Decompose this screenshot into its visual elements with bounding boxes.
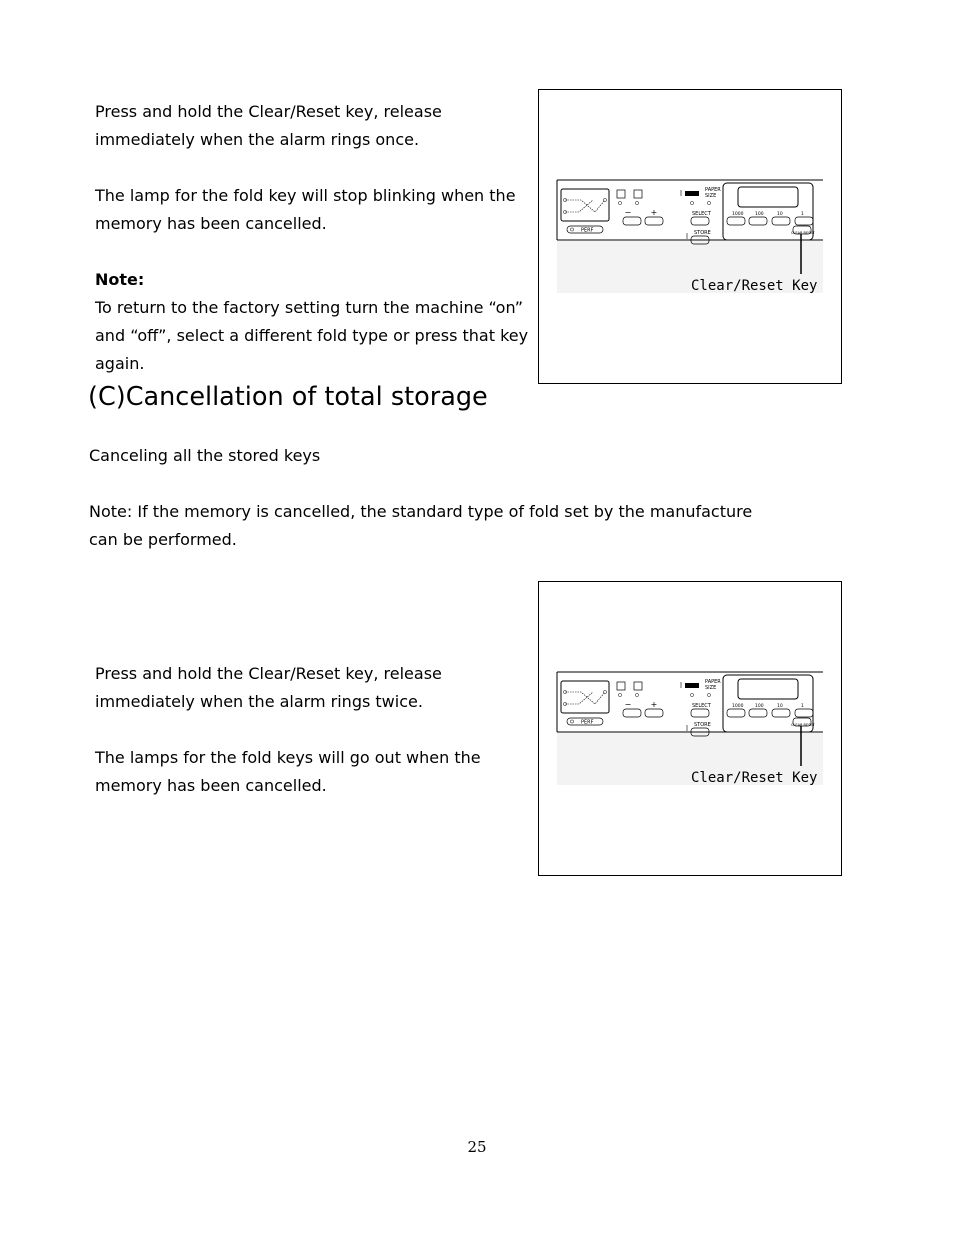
- control-panel-figure: [538, 89, 842, 384]
- counter-key-100-label: 100: [755, 704, 764, 709]
- note-line: To return to the factory setting turn the machine “on”: [95, 298, 524, 317]
- paper-size-label: PAPER: [705, 679, 721, 685]
- paper-size-label: PAPER: [705, 187, 721, 193]
- counter-key-10-label: 10: [777, 704, 783, 709]
- clear-reset-key-label: CLEAR RESET: [791, 723, 815, 727]
- control-panel-illustration: [539, 582, 843, 877]
- plus-key-label: +: [650, 208, 658, 217]
- plus-key-label: +: [650, 700, 658, 709]
- control-panel-figure: [538, 581, 842, 876]
- note-line: can be performed.: [89, 530, 237, 549]
- store-key-label: STORE: [694, 722, 711, 728]
- counter-key-1-label: 1: [801, 704, 804, 709]
- paper-size-label: SIZE: [705, 685, 717, 691]
- instruction-line: memory has been cancelled.: [95, 214, 327, 233]
- note-line: again.: [95, 354, 145, 373]
- paper-size-label: SIZE: [705, 193, 717, 199]
- counter-key-1000-label: 1000: [732, 212, 744, 217]
- instruction-line: immediately when the alarm rings once.: [95, 130, 420, 149]
- counter-key-10-label: 10: [777, 212, 783, 217]
- note-line: and “off”, select a different fold type or press that key: [95, 326, 529, 345]
- instruction-line: The lamps for the fold keys will go out when the: [95, 748, 481, 767]
- instruction-line: Press and hold the Clear/Reset key, release: [95, 664, 442, 683]
- counter-key-1000-label: 1000: [732, 704, 744, 709]
- store-key-label: STORE: [694, 230, 711, 236]
- clear-reset-key-label: CLEAR RESET: [791, 231, 815, 235]
- note-label: Note:: [95, 270, 145, 289]
- page-number: 25: [467, 1138, 487, 1156]
- clear-reset-callout: Clear/Reset Key: [691, 278, 818, 294]
- perf-key-label: PERF: [581, 227, 594, 234]
- note-line: Note: If the memory is cancelled, the standard type of fold set by the manufacture: [89, 502, 753, 521]
- control-panel-illustration: [539, 90, 843, 385]
- perf-key-label: PERF: [581, 719, 594, 726]
- select-key-label: SELECT: [692, 211, 711, 217]
- counter-key-1-label: 1: [801, 212, 804, 217]
- minus-key-label: −: [624, 208, 632, 217]
- counter-key-100-label: 100: [755, 212, 764, 217]
- section-heading: (C)Cancellation of total storage: [88, 382, 488, 412]
- instruction-line: Press and hold the Clear/Reset key, release: [95, 102, 442, 121]
- minus-key-label: −: [624, 700, 632, 709]
- clear-reset-callout: Clear/Reset Key: [691, 770, 818, 786]
- instruction-line: immediately when the alarm rings twice.: [95, 692, 423, 711]
- intro-line: Canceling all the stored keys: [89, 446, 321, 465]
- instruction-line: The lamp for the fold key will stop blinking when the: [95, 186, 516, 205]
- instruction-line: memory has been cancelled.: [95, 776, 327, 795]
- select-key-label: SELECT: [692, 703, 711, 709]
